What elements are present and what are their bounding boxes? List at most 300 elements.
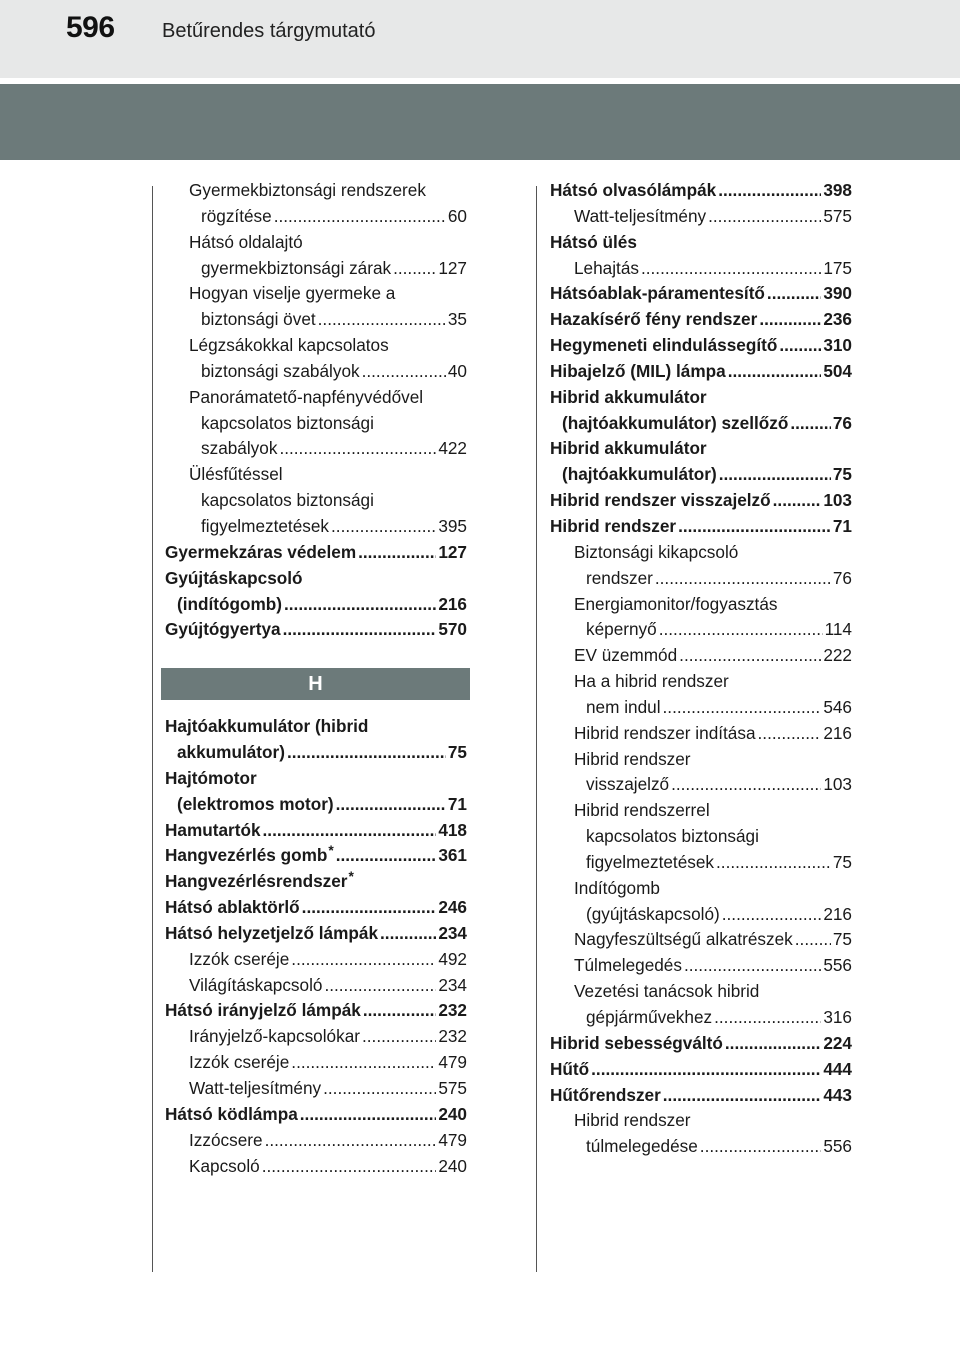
entry-line: [189, 462, 467, 488]
entry-term: Hibrid sebességváltó: [550, 1032, 723, 1053]
dot-leader: [362, 359, 446, 385]
index-column-right: [550, 178, 852, 1160]
index-subentry: [550, 256, 852, 282]
entry-term: (hajtóakkumulátor) szellőző: [562, 412, 789, 433]
entry-term: Hangvezérlés gomb*: [165, 843, 334, 866]
index-entry: [165, 540, 467, 566]
dot-leader: [300, 1102, 437, 1128]
entry-line: [550, 230, 852, 256]
dot-leader: [393, 256, 436, 282]
entry-term: Hűtőrendszer: [550, 1084, 661, 1105]
index-subentry: [550, 747, 852, 799]
entry-line: [550, 178, 852, 204]
entry-term: Hátsó ablaktörlő: [165, 897, 300, 918]
dot-leader: [773, 488, 822, 514]
entry-term: kapcsolatos biztonsági: [201, 490, 374, 511]
index-subentry: [550, 643, 852, 669]
entry-line: [189, 256, 467, 282]
entry-term: Panorámatető-napfényvédővel: [189, 386, 424, 407]
entry-line: [189, 947, 467, 973]
entry-term: Hibrid rendszer: [574, 1110, 691, 1131]
dot-leader: [363, 998, 436, 1024]
entry-line: [165, 592, 467, 618]
entry-term: (elektromos motor): [177, 793, 334, 814]
index-subentry: [165, 1024, 467, 1050]
page-ref: 114: [824, 619, 852, 640]
page-ref: 240: [438, 1155, 467, 1176]
entry-line: [189, 281, 467, 307]
entry-line: [574, 592, 852, 618]
entry-term: gyermekbiztonsági zárak: [201, 257, 392, 278]
entry-line: [574, 721, 852, 747]
entry-line: [189, 514, 467, 540]
entry-term: Watt-teljesítmény: [574, 205, 707, 226]
dot-leader: [678, 514, 831, 540]
page-ref: 240: [438, 1103, 467, 1124]
dot-leader: [263, 818, 437, 844]
entry-term: Hátsó olvasólámpák: [550, 180, 717, 200]
dot-leader: [284, 592, 436, 618]
running-title: Betűrendes tárgymutató: [162, 20, 376, 42]
entry-line: [550, 488, 852, 514]
entry-line: [550, 411, 852, 437]
entry-line: [574, 979, 852, 1005]
entry-line: [574, 1134, 852, 1160]
index-entry: [165, 895, 467, 921]
entry-line: [550, 307, 852, 333]
entry-line: [574, 617, 852, 643]
dot-leader: [767, 281, 821, 307]
page-ref: 575: [823, 205, 852, 226]
entry-line: [550, 462, 852, 488]
index-subentry: [165, 385, 467, 463]
header-band: [0, 84, 960, 160]
entry-term: Hazakísérő fény rendszer: [550, 309, 758, 330]
entry-term: Világításkapcsoló: [189, 974, 323, 995]
index-entry: [165, 566, 467, 618]
dot-leader: [671, 772, 821, 798]
entry-term: Nagyfeszültségű alkatrészek: [574, 929, 793, 950]
entry-term: gépjárművekhez: [586, 1007, 713, 1027]
page-ref: 479: [438, 1052, 467, 1073]
index-subentry: [165, 1154, 467, 1180]
entry-line: [189, 1154, 467, 1180]
page-ref: 75: [832, 851, 852, 872]
entry-term: Hangvezérlésrendszer*: [165, 869, 354, 892]
page-ref: 492: [438, 948, 467, 969]
page-ref: 422: [438, 438, 467, 459]
page-ref: 60: [447, 205, 467, 226]
entry-line: [165, 998, 467, 1024]
entry-term: Hajtóakkumulátor (hibrid: [165, 716, 369, 737]
entry-term: Lehajtás: [574, 257, 639, 278]
footnote-marker: *: [348, 869, 354, 885]
entry-line: [550, 359, 852, 385]
entry-term: Watt-teljesítmény: [189, 1078, 322, 1098]
dot-leader: [795, 927, 831, 953]
dot-leader: [279, 436, 436, 462]
index-subentry: [550, 979, 852, 1031]
dot-leader: [719, 462, 831, 488]
entry-term: biztonsági szabályok: [201, 360, 360, 381]
page-ref: 103: [823, 774, 852, 795]
dot-leader: [659, 617, 823, 643]
entry-line: [189, 230, 467, 256]
entry-term: Gyújtógyertya: [165, 619, 281, 640]
entry-term: Gyújtáskapcsoló: [165, 567, 303, 588]
entry-line: [189, 178, 467, 204]
dot-leader: [759, 307, 821, 333]
entry-line: [574, 669, 852, 695]
entry-term: Hibrid akkumulátor: [550, 438, 707, 459]
dot-leader: [722, 902, 822, 928]
entry-line: [574, 824, 852, 850]
entry-term: Hátsó irányjelző lámpák: [165, 1000, 361, 1021]
index-entry: [165, 869, 467, 895]
entry-term: (hajtóakkumulátor): [562, 464, 717, 485]
index-subentry: [165, 973, 467, 999]
index-entry: [165, 998, 467, 1024]
page-ref: 556: [823, 1136, 852, 1157]
index-subentry: [165, 1076, 467, 1102]
entry-line: [550, 281, 852, 307]
page-ref: 444: [823, 1058, 852, 1079]
entry-term: EV üzemmód: [574, 645, 678, 666]
entry-line: [574, 798, 852, 824]
index-entry: [165, 843, 467, 869]
page-ref: 75: [447, 742, 467, 763]
section-letter-h: H: [161, 668, 470, 700]
entry-term: Biztonsági kikapcsoló: [574, 541, 739, 562]
index-subentry: [550, 1108, 852, 1160]
entry-line: [550, 1031, 852, 1057]
entry-term: Túlmelegedés: [574, 955, 682, 976]
dot-leader: [362, 1024, 436, 1050]
entry-term: Kapcsoló: [189, 1155, 260, 1176]
entry-line: [165, 792, 467, 818]
dot-leader: [380, 921, 436, 947]
dot-leader: [663, 695, 822, 721]
entry-line: [574, 953, 852, 979]
dot-leader: [591, 1057, 821, 1083]
index-subentry: [550, 876, 852, 928]
entry-line: [574, 256, 852, 282]
dot-leader: [331, 514, 436, 540]
entry-line: [189, 333, 467, 359]
index-entry: [550, 359, 852, 385]
entry-term: Vezetési tanácsok hibrid: [574, 981, 760, 1002]
entry-line: [165, 895, 467, 921]
dot-leader: [323, 1076, 436, 1102]
entry-line: [189, 411, 467, 437]
entry-line: [574, 876, 852, 902]
dot-leader: [779, 333, 821, 359]
entry-line: [189, 359, 467, 385]
h-entries-continued: [550, 178, 852, 1160]
h-entries: [165, 714, 467, 1179]
dot-leader: [758, 721, 822, 747]
index-subentry: [550, 953, 852, 979]
index-entry: [550, 281, 852, 307]
entry-term: akkumulátor): [177, 742, 285, 763]
page-ref: 546: [823, 696, 852, 717]
page-ref: 35: [447, 309, 467, 330]
left-column-rule: [152, 186, 153, 1272]
entry-term: Hibrid akkumulátor: [550, 386, 707, 407]
entry-line: [165, 714, 467, 740]
page-ref: 216: [823, 903, 852, 924]
entry-line: [189, 488, 467, 514]
page-ref: 479: [438, 1129, 467, 1150]
entry-line: [189, 436, 467, 462]
entry-line: [165, 843, 467, 869]
page-ref: 224: [823, 1032, 852, 1053]
index-entry: [550, 488, 852, 514]
page-ref: 316: [823, 1007, 852, 1027]
entry-line: [574, 747, 852, 773]
dot-leader: [708, 204, 821, 230]
entry-line: [189, 1076, 467, 1102]
page-ref: 75: [832, 929, 852, 950]
page-ref: 234: [438, 974, 467, 995]
entry-line: [165, 740, 467, 766]
index-column-left: [165, 178, 467, 1179]
entry-term: rendszer: [586, 567, 653, 588]
entry-line: [189, 1050, 467, 1076]
page-ref: 175: [823, 257, 852, 278]
entry-line: [574, 204, 852, 230]
entry-line: [189, 1024, 467, 1050]
entry-line: [189, 973, 467, 999]
page-ref: 71: [832, 515, 852, 536]
dot-leader: [302, 895, 437, 921]
entry-term: Hajtómotor: [165, 767, 257, 788]
dot-leader: [716, 850, 831, 876]
entry-term: Irányjelző-kapcsolókar: [189, 1026, 360, 1047]
entry-term: szabályok: [201, 438, 278, 459]
dot-leader: [287, 740, 446, 766]
index-entry: [550, 1031, 852, 1057]
page-ref: 398: [823, 180, 852, 200]
page-ref: 232: [438, 1000, 467, 1021]
page-ref: 504: [823, 360, 852, 381]
index-entry: [550, 514, 852, 540]
page-ref: 71: [447, 793, 467, 814]
dot-leader: [679, 643, 821, 669]
entry-term: Hamutartók: [165, 819, 261, 840]
entry-line: [550, 1057, 852, 1083]
index-subentry: [165, 1128, 467, 1154]
index-entry: [550, 1057, 852, 1083]
index-subentry: [550, 540, 852, 592]
entry-line: [165, 540, 467, 566]
dot-leader: [700, 1134, 822, 1160]
index-entry: [165, 921, 467, 947]
entry-line: [165, 566, 467, 592]
entry-term: rögzítése: [201, 205, 272, 226]
entry-line: [574, 902, 852, 928]
entry-line: [574, 1005, 852, 1031]
entry-term: Izzók cseréje: [189, 1052, 290, 1073]
page-ref: 40: [447, 360, 467, 381]
entry-line: [574, 927, 852, 953]
index-entry: [550, 436, 852, 488]
page-ref: 390: [823, 283, 852, 304]
dot-leader: [725, 1031, 821, 1057]
entry-term: túlmelegedése: [586, 1136, 698, 1157]
entry-term: Hátsóablak-páramentesítő: [550, 283, 765, 304]
index-subentry: [165, 281, 467, 333]
dot-leader: [291, 1050, 436, 1076]
entry-line: [165, 921, 467, 947]
page-ref: 75: [832, 464, 852, 485]
entry-line: [574, 695, 852, 721]
footnote-marker: *: [328, 843, 334, 859]
index-entry: [165, 1102, 467, 1128]
page-ref: 570: [438, 619, 467, 640]
index-entry: [165, 818, 467, 844]
dot-leader: [684, 953, 821, 979]
g-entries: [165, 540, 467, 643]
entry-line: [189, 385, 467, 411]
index-entry: [550, 230, 852, 256]
index-entry: [165, 766, 467, 818]
dot-leader: [358, 540, 436, 566]
page-ref: 222: [823, 645, 852, 666]
index-subentry: [550, 669, 852, 721]
entry-line: [574, 1108, 852, 1134]
index-subentry: [165, 178, 467, 230]
entry-term: Hogyan viselje gyermeke a: [189, 283, 396, 304]
entry-line: [574, 850, 852, 876]
entry-term: Légzsákokkal kapcsolatos: [189, 335, 389, 356]
dot-leader: [336, 843, 437, 869]
index-entry: [550, 1083, 852, 1109]
entry-term: Izzócsere: [189, 1129, 263, 1150]
page-ref: 556: [823, 955, 852, 976]
entry-line: [189, 204, 467, 230]
entry-term: visszajelző: [586, 774, 670, 795]
entry-term: Ha a hibrid rendszer: [574, 671, 729, 692]
dot-leader: [274, 204, 446, 230]
entry-term: (gyújtáskapcsoló): [586, 903, 720, 924]
entry-line: [165, 869, 467, 895]
entry-term: Izzók cseréje: [189, 948, 290, 969]
entry-line: [165, 766, 467, 792]
entry-term: figyelmeztetések: [201, 515, 330, 536]
page-ref: 103: [823, 490, 852, 511]
page-number: 596: [66, 11, 115, 44]
page-ref: 310: [823, 335, 852, 356]
entry-line: [165, 617, 467, 643]
page-ref: 418: [438, 819, 467, 840]
dot-leader: [655, 566, 831, 592]
entry-term: Hátsó oldalajtó: [189, 231, 303, 252]
page-ref: 443: [823, 1084, 852, 1105]
entry-term: kapcsolatos biztonsági: [586, 826, 759, 847]
dot-leader: [790, 411, 831, 437]
page-ref: 127: [438, 541, 467, 562]
entry-term: Hibrid rendszer: [550, 515, 677, 536]
dot-leader: [641, 256, 821, 282]
entry-term: Hegymeneti elindulássegítő: [550, 335, 778, 356]
page-ref: 76: [832, 412, 852, 433]
page-ref: 246: [438, 897, 467, 918]
page-ref: 575: [438, 1078, 467, 1098]
entry-line: [189, 307, 467, 333]
entry-line: [550, 436, 852, 462]
entry-term: Gyermekzáras védelem: [165, 541, 357, 562]
index-subentry: [165, 947, 467, 973]
header-strip: [0, 0, 960, 78]
entry-term: Hátsó ülés: [550, 231, 637, 252]
page-ref: 216: [438, 593, 467, 614]
index-subentry: [550, 721, 852, 747]
index-subentry: [165, 230, 467, 282]
entry-line: [574, 566, 852, 592]
index-subentry: [550, 204, 852, 230]
entry-term: Energiamonitor/fogyasztás: [574, 593, 778, 614]
index-subentry: [550, 798, 852, 876]
page-ref: 234: [438, 922, 467, 943]
index-entry: [550, 385, 852, 437]
page-ref: 232: [438, 1026, 467, 1047]
dot-leader: [283, 617, 437, 643]
dot-leader: [714, 1005, 821, 1031]
index-entry: [165, 714, 467, 766]
dot-leader: [718, 178, 821, 204]
entry-term: Hibrid rendszer: [574, 748, 691, 769]
index-subentry: [165, 462, 467, 540]
entry-line: [550, 514, 852, 540]
entry-term: Gyermekbiztonsági rendszerek: [189, 180, 426, 200]
entry-line: [574, 772, 852, 798]
center-column-rule: [536, 186, 537, 1272]
entry-line: [165, 818, 467, 844]
entry-term: Hibajelző (MIL) lámpa: [550, 360, 726, 381]
index-entry: [550, 333, 852, 359]
index-entry: [550, 307, 852, 333]
entry-line: [189, 1128, 467, 1154]
entry-term: Hűtő: [550, 1058, 590, 1079]
entry-term: (indítógomb): [177, 593, 282, 614]
entry-term: kapcsolatos biztonsági: [201, 412, 374, 433]
entry-term: Indítógomb: [574, 877, 660, 898]
entry-line: [550, 385, 852, 411]
entry-line: [550, 1083, 852, 1109]
index-entry: [550, 178, 852, 204]
index-subentry: [165, 333, 467, 385]
dot-leader: [663, 1083, 822, 1109]
entry-term: nem indul: [586, 696, 661, 717]
page-ref: 127: [438, 257, 467, 278]
dot-leader: [324, 973, 436, 999]
index-subentry: [550, 927, 852, 953]
entry-term: Hibrid rendszer visszajelző: [550, 490, 771, 511]
index-entry: [165, 617, 467, 643]
page-ref: 395: [438, 515, 467, 536]
entry-line: [574, 643, 852, 669]
page-ref: 216: [823, 722, 852, 743]
index-subentry: [550, 592, 852, 644]
dot-leader: [728, 359, 822, 385]
page-ref: 361: [438, 845, 467, 866]
left-continuation-entries: [165, 178, 467, 540]
entry-term: Hibrid rendszerrel: [574, 800, 710, 821]
entry-line: [574, 540, 852, 566]
dot-leader: [336, 792, 446, 818]
entry-line: [165, 1102, 467, 1128]
